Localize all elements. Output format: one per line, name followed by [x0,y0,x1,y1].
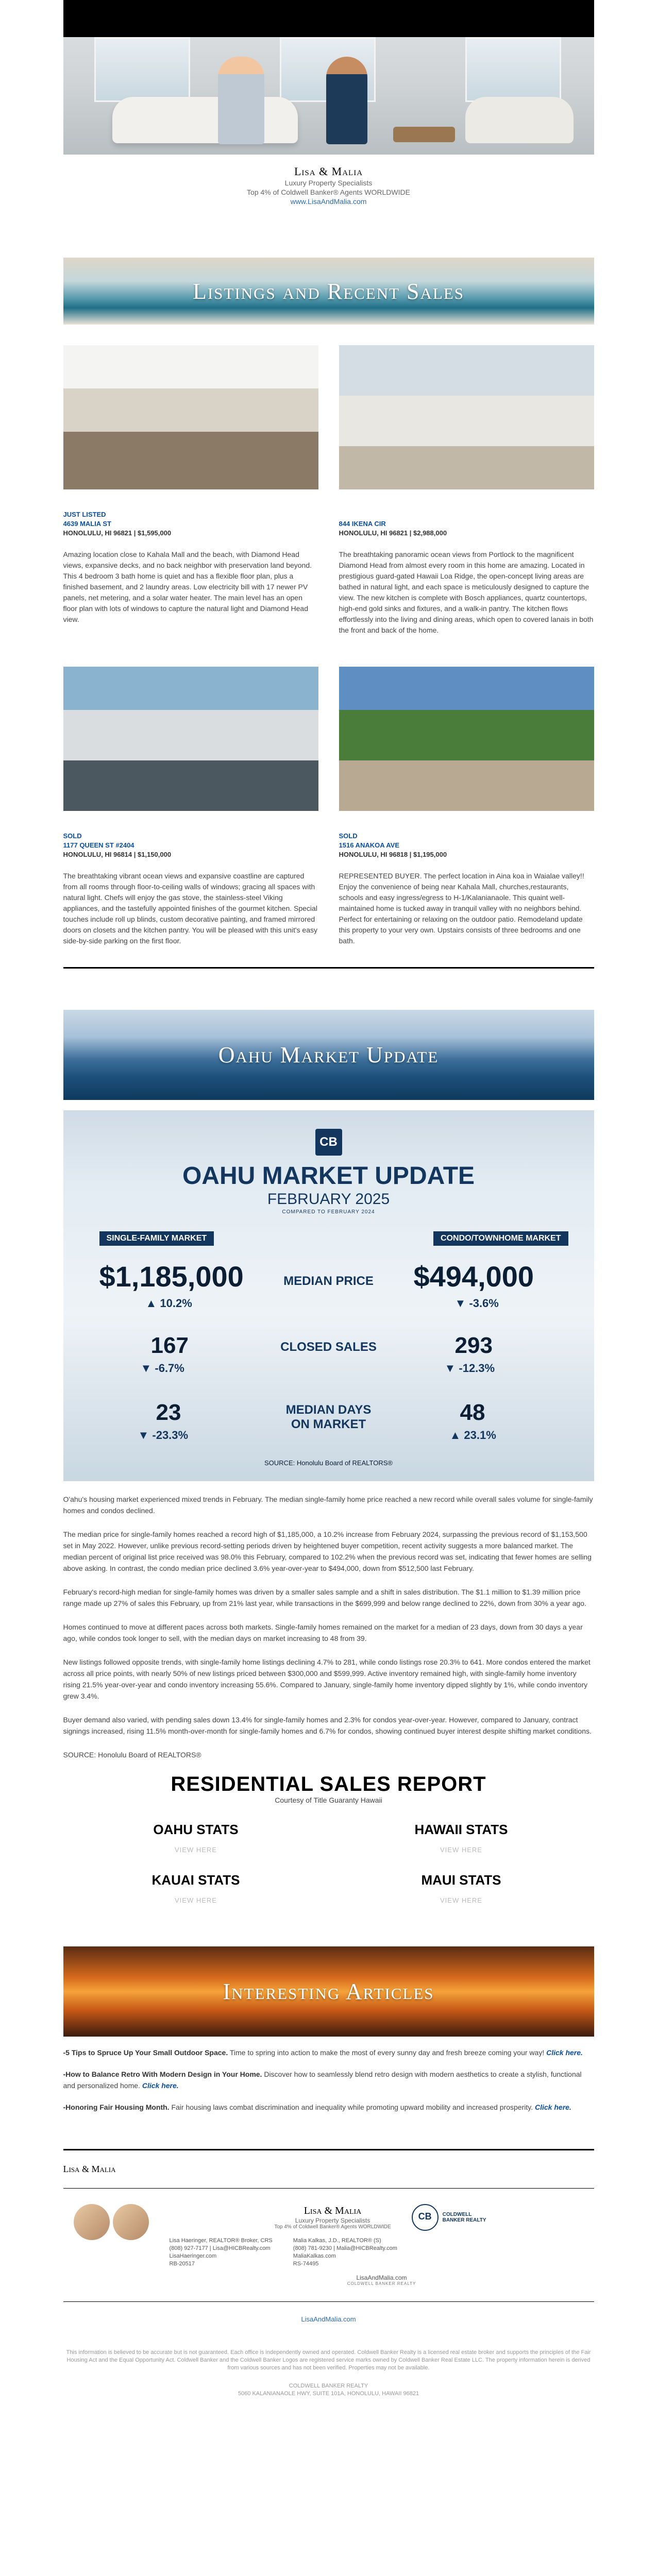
view-here-link[interactable]: VIEW HERE [175,1896,217,1904]
closed-sales-label: CLOSED SALES [280,1340,377,1354]
office-address: 5060 KALANIANAOLE HWY, SUITE 101A, HONOLULU, HAWAII 96821 [238,2391,419,2397]
avatar [113,2204,149,2240]
cb-name: COLDWELL BANKER REALTY [442,2212,486,2223]
agent-photos [74,2204,149,2240]
brand-title: Lisa & Malia [294,165,363,178]
avatar [74,2204,110,2240]
footer [63,2164,594,2398]
listing-status: SOLD [63,832,82,840]
banner-articles [63,1946,594,2037]
footer-agents [63,2204,594,2286]
article-body: Fair housing laws combat discrimination and inequality while promoting upward mobility and increased prosperity. [169,2103,533,2111]
agent-details [170,2204,594,2286]
article-link[interactable]: Click here. [546,2048,583,2057]
listing-status: SOLD [339,832,358,840]
sf-market-label: SINGLE-FAMILY MARKET [99,1231,214,1246]
website-link[interactable]: www.LisaAndMalia.com [290,197,367,206]
infographic-month: FEBRUARY 2025 [267,1191,390,1208]
email-body [63,0,594,2398]
condo-price-change: ▼ -3.6% [454,1297,499,1310]
divider [63,2149,594,2150]
table-decor [393,127,455,142]
listing-city-price: HONOLULU, HI 96814 | $1,150,000 [63,851,172,858]
stat-maui [329,1865,594,1916]
market-paragraph: Buyer demand also varied, with pending sales down 13.4% for single-family homes and 2.3% for condos year-over-year. However, compared to January, contract signings increased, rising 11.5% month-over-month for single-family homes and 6.7% for condos, showing continued buyer interest despite shifting market conditions. [63,1716,592,1735]
listing-address[interactable]: 1516 ANAKOA AVE [339,841,400,849]
brand-tagline-2: Top 4% of Coldwell Banker® Agents WORLDWIDE [247,188,410,196]
article-link[interactable]: Click here. [535,2103,571,2111]
stat-title: KAUAI STATS [151,1872,240,1888]
market-paragraph: The median price for single-family homes reached a record high of $1,185,000, a 10.2% increase from February 2024, surpassing the previous record of $1,153,500 set in May 2022. However, unlike previous record-setting periods driven by heightened buyer competition, recent activity suggests a more balanced market. The median percent of original list price received was 98.0% this February, compared to 102.2% when the previous record was set, indicating that fewer homes are selling above asking. In contrast, the condo median price declined 3.6% year-over-year to $494,000, down from $512,500 last February. [63,1530,592,1572]
market-paragraph: February's record-high median for single-family homes was driven by a smaller sales sample and a shift in sales distribution. The $1.1 million to $1.39 million price range made up 27% of sales this February, up from 21% last year, while transactions in the $699,999 and below range declined to 22%, down from 30% a year ago. [63,1588,586,1607]
market-paragraph: O'ahu's housing market experienced mixed trends in February. The median single-family home price reached a new record while overall sales volume for single-family homes and condos declined. [63,1495,593,1515]
condo-market-label: CONDO/TOWNHOME MARKET [433,1231,568,1246]
malia-contact[interactable]: (808) 781-9230 | Malia@HICBRealty.com [293,2245,397,2251]
stat-title: HAWAII STATS [414,1822,508,1837]
footer-tagline-2: Top 4% of Coldwell Banker® Agents WORLDWIDE [274,2224,391,2230]
article-link[interactable]: Click here. [142,2081,179,2090]
listing-description: The breathtaking vibrant ocean views and expansive coastline are captured from all rooms through floor-to-ceiling walls of windows; gracing all spaces with natural light. Chefs will enjoy the gas stove, the stainless-steel Viking appliances, and the tastefully appointed finishes of the gourmet kitchen. Special touches include roll up blinds, custom decorative painting, and framed mirrored doors on closets and the kitchen pantry. You will be pleased with this unit's easy side-by-side parking on the first floor. [63,872,317,945]
footer-link[interactable]: LisaAndMalia.com [301,2315,356,2323]
sf-closed-sales: 167 [150,1333,189,1358]
listing-address[interactable]: 844 IKENA CIR [339,520,386,528]
divider [63,2188,594,2189]
listing-description: REPRESENTED BUYER. The perfect location in Aina koa in Waialae valley!! Enjoy the convenience of being near Kahala Mall, churches,restaurants, schools and easy ingress/egress to H-1/Kalanianaole. This quaint well-maintained home is tucked away in tranquil valley with no neighbors behind. Perfect for entertaining or relaxing on the outdoor patio. Remodeland update this property to your very own. Upstairs consists of three bedrooms and one bath. [339,872,584,945]
article-item [63,2102,594,2113]
divider [63,967,594,969]
article-title: -5 Tips to Spruce Up Your Small Outdoor Space. [63,2048,228,2057]
view-here-link[interactable]: VIEW HERE [440,1846,482,1854]
divider [63,2301,594,2302]
lisa-name: Lisa Haeringer, REALTOR® Broker, CRS [169,2238,273,2244]
listing-card[interactable] [63,667,318,946]
hero-photo [63,37,594,155]
infographic-title: OAHU MARKET UPDATE [182,1162,475,1190]
median-days-label: MEDIAN DAYS ON MARKET [285,1403,372,1431]
lisa-license: RB-20517 [169,2261,195,2267]
disclaimer: This information is believed to be accurate but is not guaranteed. Each office is independently owned and operated. Coldwell Banker Realty is a licensed real estate broker and supports the principles of the Fair Housing Act and the Equal Opportunity Act. Coldwell Banker and the Coldwell Banker Logos are registered service marks owned by Coldwell Banker Real Estate LLC. The property information herein is derived from various sources and has not been verified. Properties may not be available. [66,2349,591,2371]
residential-title: RESIDENTIAL SALES REPORT [171,1773,486,1795]
market-paragraph: Homes continued to move at different paces across both markets. Single-family homes remained on the market for a median of 23 days, down from 30 days a year ago, while condos took longer to sell, with the median days on market increasing to 48 from 39. [63,1623,583,1642]
listing-photo[interactable] [339,667,594,811]
listings-grid [63,325,594,946]
banner-title: Listings and Recent Sales [192,278,465,304]
median-price-label: MEDIAN PRICE [283,1274,374,1288]
sf-price-change: ▲ 10.2% [145,1297,192,1310]
listing-photo[interactable] [63,667,318,811]
articles-list [63,2047,594,2113]
brand-tagline: Luxury Property Specialists [284,179,373,187]
listing-city-price: HONOLULU, HI 96821 | $2,988,000 [339,529,447,537]
malia-name: Malia Kalkas, J.D., REALTOR® (S) [293,2238,381,2244]
stat-kauai [63,1865,329,1916]
cb-logo-icon: CB [412,2204,439,2231]
lisa-site[interactable]: LisaHaeringer.com [169,2253,217,2259]
listing-description: The breathtaking panoramic ocean views from Portlock to the magnificent Diamond Head from almost every room in this home are amazing. Located in prestigious guard-gated Hawaii Loa Ridge, the open-concept living areas are bathed in natural light, and each space is meticulously designed to capture the view. The new kitchen is complete with Bosch appliances, quartz countertops, high-end gold sinks and fixtures, and a walk-in pantry. The kitchen flows effortlessly into the living and dining areas, which open to covered lanais in both the front and back of the home. [339,550,594,634]
article-title: -How to Balance Retro With Modern Design in Your Home. [63,2070,262,2078]
listing-card[interactable] [339,667,594,946]
listing-city-price: HONOLULU, HI 96818 | $1,195,000 [339,851,447,858]
sofa-decor [112,97,298,143]
infographic-source: SOURCE: Honolulu Board of REALTORS® [264,1459,393,1467]
condo-days-change: ▲ 23.1% [449,1429,496,1442]
footer-brand: Lisa & Malia [304,2205,362,2216]
sf-days-on-market: 23 [156,1400,181,1425]
stat-hawaii [329,1815,594,1865]
condo-days-on-market: 48 [460,1400,485,1425]
sf-median-price: $1,185,000 [99,1260,244,1293]
office-name: COLDWELL BANKER REALTY [289,2383,368,2389]
stat-title: MAUI STATS [421,1872,501,1888]
infographic-compared: COMPARED TO FEBRUARY 2024 [282,1209,375,1215]
footer-cb-tag: COLDWELL BANKER REALTY [347,2281,416,2286]
footer-tagline: Luxury Property Specialists [295,2217,370,2224]
residential-subtitle: Courtesy of Title Guaranty Hawaii [275,1796,382,1804]
listing-card[interactable] [63,345,318,636]
listing-city-price: HONOLULU, HI 96821 | $1,595,000 [63,529,172,537]
article-title: -Honoring Fair Housing Month. [63,2103,170,2111]
sf-closed-change: ▼ -6.7% [140,1362,184,1375]
footer-site[interactable]: LisaAndMalia.com [356,2274,407,2281]
malia-site[interactable]: MaliaKalkas.com [293,2253,336,2259]
condo-closed-change: ▼ -12.3% [444,1362,495,1375]
article-item [63,2047,594,2058]
top-bar [63,0,594,37]
window-decor [465,37,561,102]
market-paragraph: New listings followed opposite trends, with single-family home listings declining 4.7% to 281, while condo listings rose 20.3% to 641. More condos entered the market across all price points, with nearly 50% of new listings priced between $300,000 and $599,999. Active inventory remained high, with single-family home inventory rising 21.5% year-over-year and condo inventory increasing 55.6%. Compared to January, single-family home inventory dipped slightly by 1%, while condo inventory grew 3.4%. [63,1658,591,1700]
lisa-contact[interactable]: (808) 927-7177 | Lisa@HICBRealty.com [169,2245,271,2251]
article-body: Time to spring into action to make the most of every sunny day and fresh breeze coming your way! [228,2048,545,2057]
stats-grid [63,1815,594,1916]
stat-title: OAHU STATS [153,1822,239,1837]
listing-address[interactable]: 4639 MALIA ST [63,520,111,528]
listing-address[interactable]: 1177 QUEEN ST #2404 [63,841,134,849]
article-body: Discover how to seamlessly blend retro design with modern aesthetics to create a stylish, functional and personalized home. [63,2070,582,2090]
banner-title: Interesting Articles [223,1979,434,2004]
market-commentary [63,1494,594,1760]
market-infographic [63,1110,594,1481]
listing-card[interactable] [339,345,594,636]
listing-photo[interactable] [339,345,594,489]
agent-figure [326,57,367,144]
listing-status: JUST LISTED [63,511,106,518]
footer-brand-small: Lisa & Malia [63,2164,116,2174]
condo-closed-sales: 293 [454,1333,493,1358]
agent-figure [218,57,264,144]
listing-description: Amazing location close to Kahala Mall and the beach, with Diamond Head views, expansive decks, and no back neighbor with preservation land beyond. This 4 bedroom 3 bath home is quiet and has a flexible floor plan, plus a finished basement, and 2 laundry areas. Low electricity bill with 17 newer PV panels, net metering, and a solar water heater. The main level has an open floor plan with lots of windows to capture the natural light and Diamond Head view. [63,550,312,623]
listing-photo[interactable] [63,345,318,489]
stat-oahu [63,1815,329,1865]
market-source: SOURCE: Honolulu Board of REALTORS® [63,1751,201,1759]
banner-oahu-market [63,1010,594,1100]
banner-listings [63,258,594,325]
chair-decor [465,97,574,143]
sf-days-change: ▼ -23.3% [138,1429,189,1442]
banner-title: Oahu Market Update [218,1042,439,1067]
cb-logo-icon: CB [315,1129,342,1156]
malia-license: RS-74495 [293,2261,319,2267]
view-here-link[interactable]: VIEW HERE [175,1846,217,1854]
condo-median-price: $494,000 [413,1260,534,1293]
view-here-link[interactable]: VIEW HERE [440,1896,482,1904]
article-item [63,2069,594,2091]
window-decor [94,37,190,102]
